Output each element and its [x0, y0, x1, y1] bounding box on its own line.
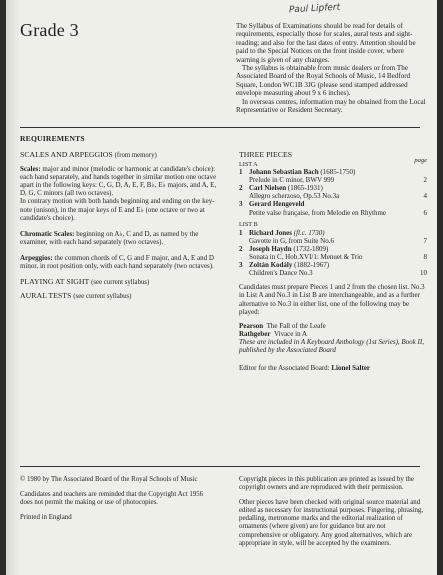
list-a-header [239, 157, 427, 169]
piece-page: 2 [423, 176, 427, 185]
piece-dates: (1732-1809) [293, 244, 329, 253]
syllabus-notice-paragraph: The syllabus is obtainable from music dealers or from The Associated Board of the Royal Schools of Music, 14 Bedford Square, London WC1B 3JG (please send stamped addressed envelope measuring about 9 x 6 inches). [236, 64, 411, 98]
requirements-column [20, 151, 220, 306]
aural-tests-heading-text: AURAL TESTS [20, 291, 72, 301]
piece-page: 4 [423, 192, 427, 201]
alternative-title: Vivace in A [274, 329, 308, 338]
piece-composer: Johann Sebastian Bach [249, 168, 319, 177]
pieces-column [239, 151, 427, 372]
piece-title: Petite valse française, from Melodie en Rhythme [249, 208, 387, 217]
photocopy-notice: Candidates and teachers are reminded that the Copyright Act 1956 does not permit the making or use of photocopies. [20, 491, 204, 507]
piece-page: 6 [423, 208, 427, 217]
alternative-title: The Fall of the Leafe [266, 321, 326, 330]
piece-page: 8 [423, 253, 427, 262]
arpeggios-paragraph [20, 254, 220, 270]
piece-composer: Richard Jones [249, 228, 292, 237]
handwritten-signature: Paul Lipfert [288, 2, 341, 16]
copyright-notice: © 1980 by The Associated Board of the Royal Schools of Music [20, 476, 198, 483]
list-b-item [239, 261, 427, 277]
grade-title: Grade 3 [20, 20, 79, 40]
syllabus-notice-paragraph: In overseas centres, information may be obtained from the Local Representative or Resident Secretary. [236, 97, 426, 115]
piece-dates: (1865-1931) [287, 184, 323, 193]
piece-number: 3 [239, 261, 243, 270]
piece-title: Gavotte in G, from Suite No.6 [249, 236, 334, 245]
piece-number: 3 [239, 200, 243, 209]
alternative-piece [239, 330, 427, 338]
piece-title: Sonata in C, Hob.XVI/1: Menuet & Trio [249, 253, 363, 262]
bottom-divider [20, 466, 420, 467]
top-divider [20, 127, 420, 128]
arpeggios-label: Arpeggios: [20, 253, 53, 262]
choice-note: Candidates must prepare Pieces 1 and 2 from the chosen list. No.3 in List A and No.3 in List B are interchangeable, and as a further alternative to No.3 in either list, one of the following may be played: [239, 283, 425, 316]
editor-label: Editor for the Associated Board: [239, 364, 330, 373]
arpeggios-text: the common chords of C, G and F major, and A, E and D minor, in root position only, with each hand separately (two octaves). [20, 253, 214, 271]
piece-page: 7 [423, 236, 427, 245]
pieces-heading: THREE PIECES [239, 150, 293, 159]
piece-composer: Zoltán Kodály [249, 261, 293, 270]
piece-composer: Carl Nielsen [249, 184, 287, 193]
list-a-item [239, 200, 427, 216]
piece-page: 10 [420, 269, 427, 278]
list-a-label: LIST A [239, 161, 258, 169]
scales-text: major and minor (melodic or harmonic at candidate's choice): each hand separately, and hands together in similar motion one octave apart in the following keys: C, G, D, A, E, F, B♭, E♭ majors, and A, E, D, G, C minors (all two octaves). [20, 165, 217, 198]
syllabus-notice [236, 22, 428, 114]
editor-credit [239, 364, 427, 372]
chromatic-paragraph [20, 230, 220, 246]
requirements-heading: REQUIREMENTS [20, 134, 85, 143]
piece-composer: Joseph Haydn [249, 244, 292, 253]
score-page [6, 0, 437, 575]
piece-title: Children's Dance No.3 [249, 269, 313, 278]
scales-heading [20, 151, 220, 160]
editor-name: Lionel Salter [331, 364, 371, 373]
copyright-pieces-note: Copyright pieces in this publication are printed as issued by the copyright owners and are reproduced with their permission. [239, 476, 414, 492]
piece-number: 1 [239, 168, 243, 177]
syllabus-notice-paragraph: The Syllabus of Examinations should be read for details of requirements, especially those for scales, aural tests and sight-reading; and also for the last dates of entry. Attention should be paid to the Special Notices on the front inside cover, where warning is given of any changes. [236, 22, 416, 64]
anthology-note: These are included in A Keyboard Anthology (1st Series), Book II, published by the Associated Board [239, 337, 424, 354]
piece-composer: Gerard Hengeveld [249, 200, 305, 209]
scales-label: Scales: [20, 165, 41, 174]
list-b-item [239, 245, 427, 261]
piece-title: Prelude in C minor, BWV 999 [249, 176, 335, 185]
list-a-item [239, 168, 427, 184]
piece-dates: (fl.c. 1730) [293, 228, 325, 237]
contrary-motion-paragraph: In contrary motion with both hands beginning and ending on the key-note (unison), in the major keys of E and E♭ (one octave or two at candidate's choice). [20, 197, 215, 222]
list-a-item [239, 184, 427, 200]
list-b-label: LIST B [239, 220, 258, 228]
page-column-label: page [414, 157, 427, 165]
scales-heading-text: SCALES AND ARPEGGIOS [20, 150, 113, 159]
sight-reading-note: (see current syllabus) [91, 279, 150, 287]
piece-number: 1 [239, 228, 243, 237]
footer-right [239, 476, 428, 555]
piece-dates: (1882-1967) [294, 261, 330, 270]
piece-dates: (1685-1750) [320, 168, 356, 177]
sight-reading-heading [20, 278, 220, 287]
piece-title: Allegro scherzoso, Op.53 No.3a [249, 192, 340, 201]
aural-tests-heading [20, 292, 220, 301]
list-b-item [239, 229, 427, 245]
editions-note: Other pieces have been checked with original source material and edited as necessary for instructional purposes. Fingering, phrasing, pedalling, metronome marks and the editorial realization of ornaments (where given) are for guidance but are not comprehensive or obligatory. Any good alternatives, which are appropriate in style, will be accepted by the examiners. [239, 499, 424, 547]
piece-number: 2 [239, 244, 243, 253]
scales-heading-note: (from memory) [114, 152, 157, 159]
alternative-piece [239, 322, 427, 330]
aural-tests-note: (see current syllabus) [73, 293, 132, 301]
page-edge-shadow [6, 0, 20, 575]
chromatic-label: Chromatic Scales: [20, 229, 75, 238]
chromatic-text: beginning on A♭, C and D, as named by the examiner, with each hand separately (two octaves). [20, 229, 199, 246]
footer-left [20, 476, 210, 529]
sight-reading-heading-text: PLAYING AT SIGHT [20, 277, 90, 287]
printed-in: Printed in England [20, 514, 72, 522]
piece-number: 2 [239, 184, 243, 193]
alternative-composer: Pearson [239, 321, 264, 330]
scales-paragraph [20, 165, 220, 197]
alternative-composer: Rathgeber [239, 329, 271, 338]
